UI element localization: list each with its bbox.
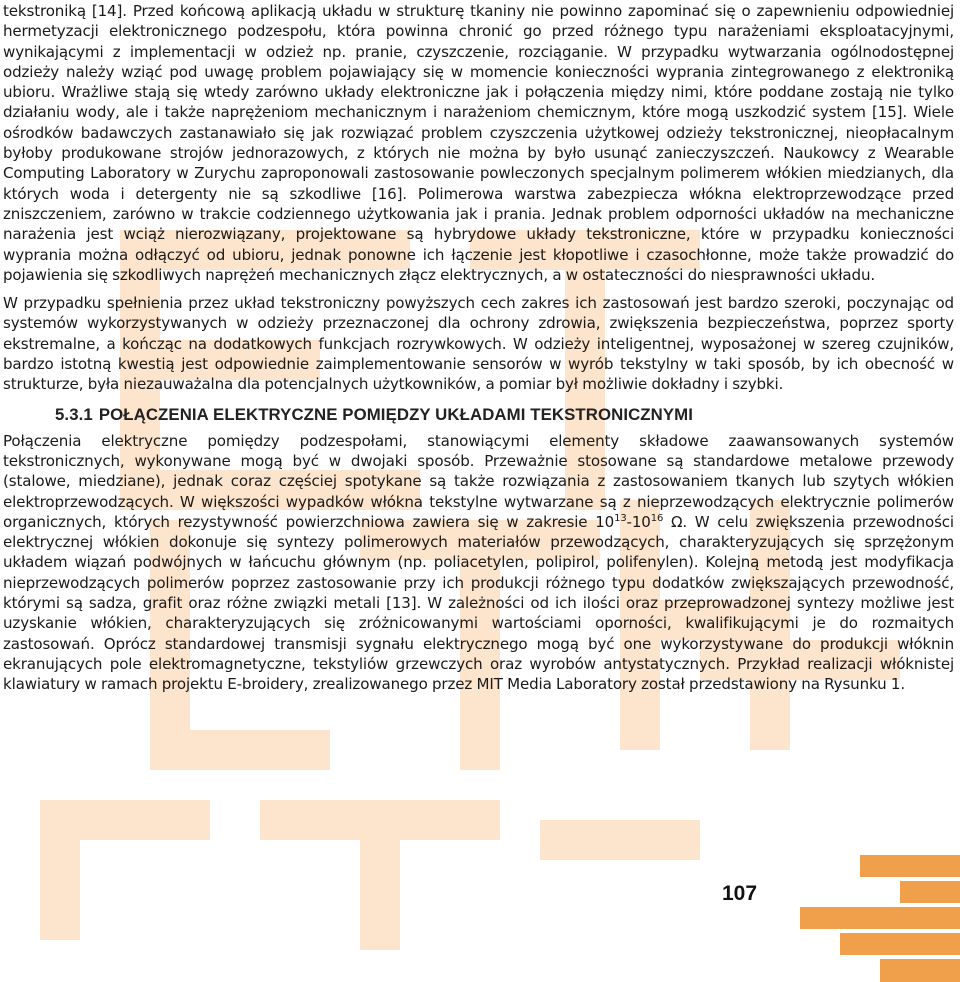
text-run: Ω. W celu zwiększenia przewodności elektrycznej włókien dokonuje się syntezy polimerowych materiałów przewodzących, charakteryzujących się sprzężonym układem wiązań podwójnych w łańcuchu głównym (np. poliacetylen, polipirol, polifenylen). Kolejną metodą jest modyfikacja nieprzewodzących polimerów poprzez zastosowanie przy ich produkcji różnego typu dodatków zwiększających przewodność, którymi są sadza, grafit oraz różne związki metali [13]. W zależności od ich ilości oraz przeprowadzonej syntezy możliwe jest uzyskanie włókien, charakteryzujących się zróżnicowanymi wartościami oporności, kwalifikującymi je do rozmaitych zastosowań. Oprócz standardowej transmisji sygnału elektrycznego mogą być one wykorzystywane do produkcji włóknin ekranujących pole elektromagnetyczne, tekstyliów grzewczych oraz wyrobów antystatycznych. Przykład realizacji włóknistej klawiatury w ramach projektu E-broidery, zrealizowanego przez MIT Media Laboratory został przedstawiony na Rysunku 1. xyxy=(3,512,954,694)
section-number: 5.3.1 xyxy=(55,404,93,424)
body-paragraph: tekstroniką [14]. Przed końcową aplikacją układu w strukturę tkaniny nie powinno zapominać się o zapewnieniu odpowiedniej hermetyzacji elektronicznego podzespołu, która powinna chronić go przed różnego typu narażeniami eksploatacyjnymi, wynikającymi z implementacji w odzież np. pranie, czyszczenie, rozciąganie. W przypadku wytwarzania ogólnodostępnej odzieży należy wziąć pod uwagę problem pojawiający się w momencie konieczności wyprania zintegrowanego z elektroniką ubioru. Wrażliwe stają się wtedy zarówno układy elektroniczne jak i połączenia między nimi, które poddane zostają nie tylko działaniu wody, ale i także naprężeniom mechanicznym i narażeniom chemicznym, które mogą uszkodzić system [15]. Wiele ośrodków badawczych zastanawiało się jak rozwiązać problem czyszczenia użytkowej odzieży tekstronicznej, nieopłacalnym byłoby produkowane strojów jednorazowych, z których nie można by było usunąć zanieczyszczeń. Naukowcy z Wearable Computing Laboratory w Zurychu zaproponowali zastosowanie powleczonych specjalnym polimerem włókien miedzianych, dla których woda i detergenty nie są szkodliwe [16]. Polimerowa warstwa zabezpiecza włókna elektroprzewodzące przed zniszczeniem, zarówno w trakcie codziennego użytkowania jak i prania. Jednak problem odporności układów na mechaniczne narażenia jest wciąż nierozwiązany, projektowane są hybrydowe układy tekstroniczne, które w przypadku konieczności wyprania można odłączyć od ubioru, jednak ponowne ich łączenie jest kłopotliwe i czasochłonne, może także prowadzić do pojawienia się szkodliwych naprężeń mechanicznych złącz elektrycznych, a w ostateczności do niesprawności układu. xyxy=(3,2,954,284)
section-title: POŁĄCZENIA ELEKTRYCZNE POMIĘDZY UKŁADAMI TEKSTRONICZNYMI xyxy=(98,404,694,424)
body-paragraph: W przypadku spełnienia przez układ tekstroniczny powyższych cech zakres ich zastosowań jest bardzo szeroki, poczynając od systemów wykorzystywanych w odzieży przeznaczonej dla ochrony zdrowia, zwiększenia bezpieczeństwa, poprzez sporty ekstremalne, a kończąc na dodatkowych funkcjach rozrywkowych. W odzieży inteligentnej, wyposażonej w szereg czujników, bardzo istotną kwestią jest odpowiednie zaimplementowanie sensorów w wyrób tekstylny w taki sposób, by ich obecność w strukturze, była niezauważalna dla potencjalnych użytkowników, a pomiar był możliwie dokładny i szybki. xyxy=(3,294,954,394)
exponent: 16 xyxy=(650,512,664,524)
page-number: 107 xyxy=(722,882,758,905)
text-run: Połączenia elektryczne pomiędzy podzespołami, stanowiącymi elementy składowe zaawansowanych systemów tekstronicznych, wykonywane mogą być w dwojaki sposób. Przeważnie stosowane są standardowe metalowe przewody (stalowe, miedziane), jednak coraz częściej spotykane są także rozwiązania z zastosowaniem tkanych lub szytych włókien elektroprzewodzących. W większości wypadków włókna tekstylne wytwarzane są z nieprzewodzących elektrycznie polimerów organicznych, których rezystywność powierzchniowa zawiera się w zakresie 10 xyxy=(3,431,954,531)
section-heading xyxy=(55,403,954,427)
section-paragraph xyxy=(3,431,954,695)
exponent: 13 xyxy=(614,512,627,524)
corner-ornament-icon xyxy=(800,855,960,982)
text-run: -10 xyxy=(626,512,651,531)
